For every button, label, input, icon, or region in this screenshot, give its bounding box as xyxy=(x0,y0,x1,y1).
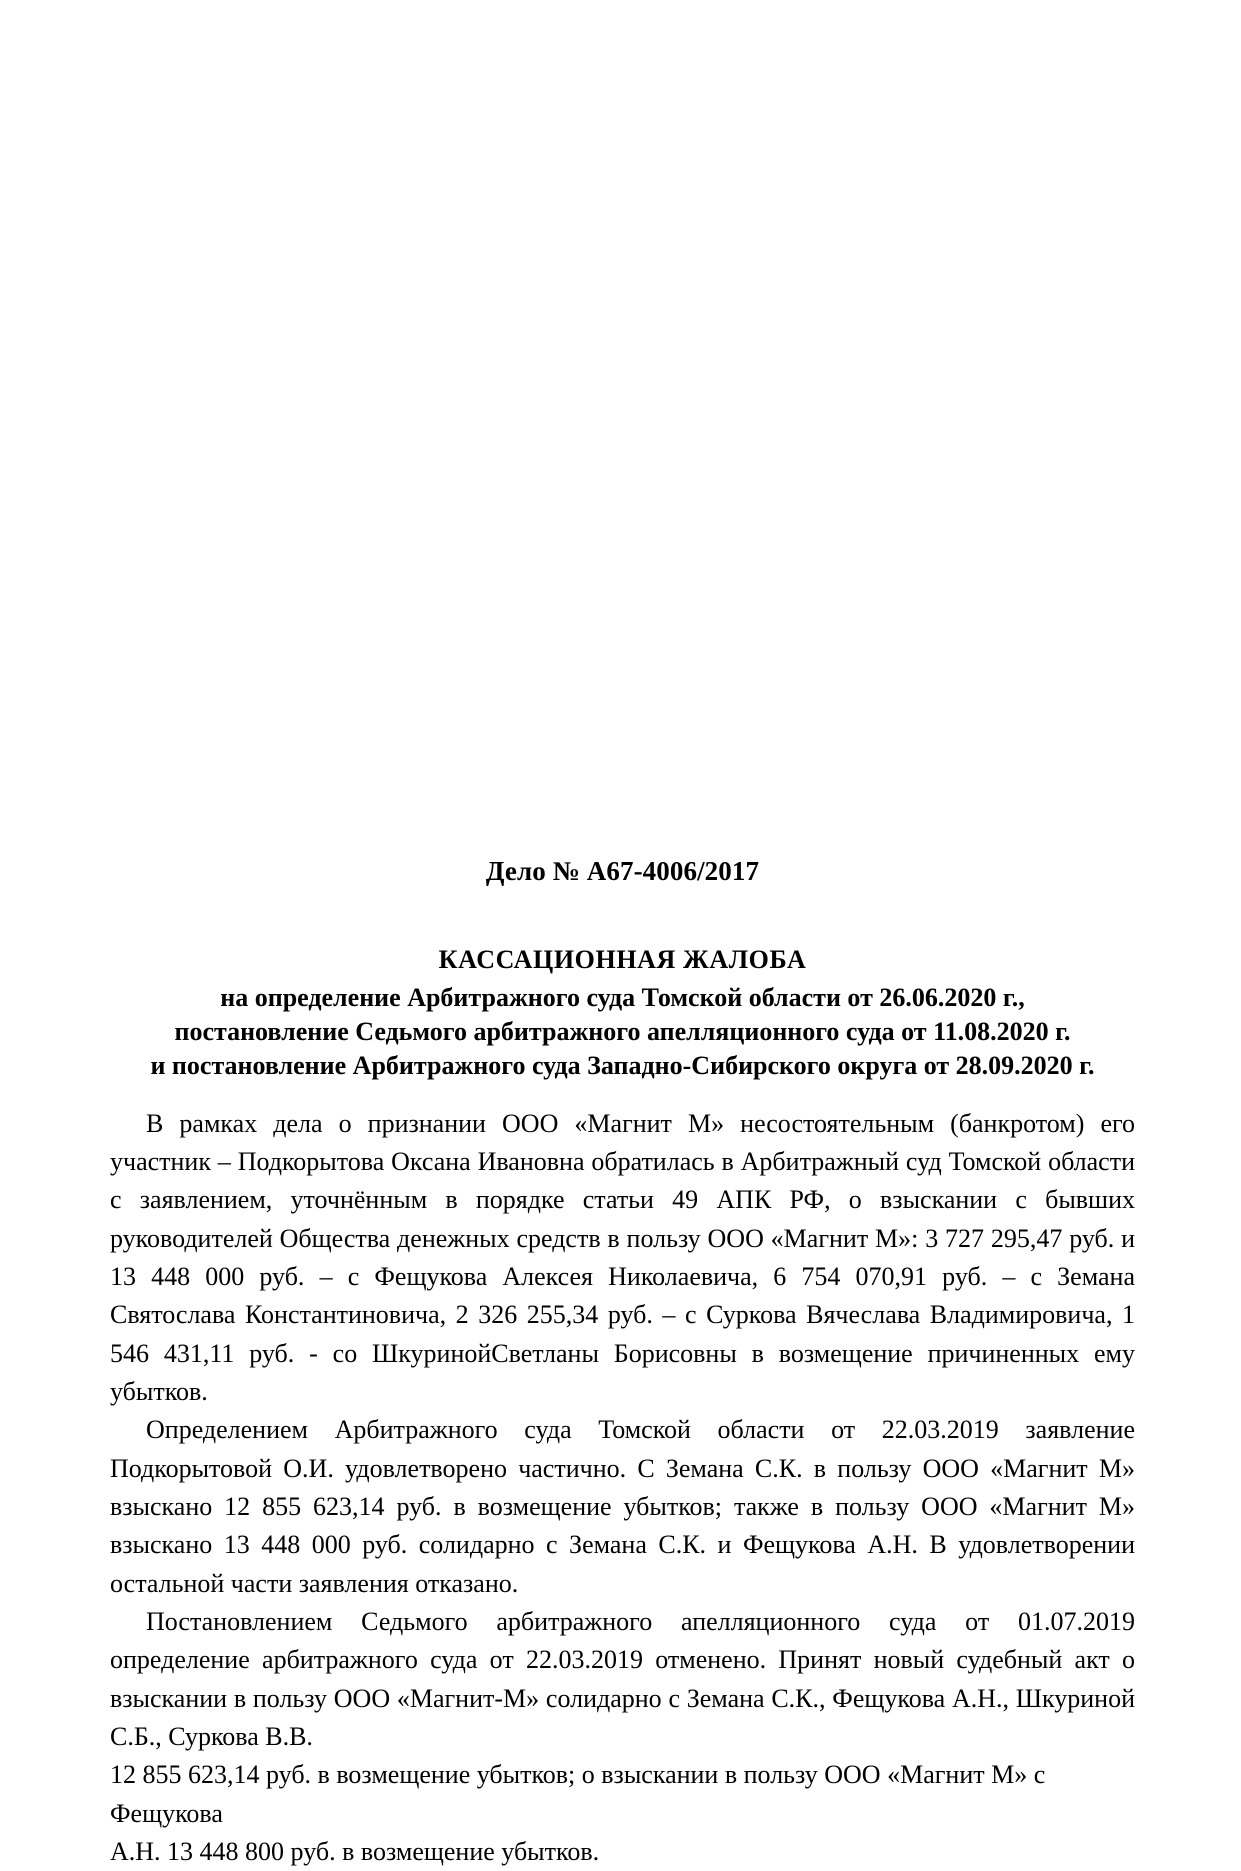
document-body xyxy=(110,1105,1135,1871)
document-title-subtitle-line-2: постановление Седьмого арбитражного апелляционного суда от 11.08.2020 г. xyxy=(174,1016,1071,1046)
document-title-heading: КАССАЦИОННАЯ ЖАЛОБА xyxy=(438,945,807,975)
body-paragraph-2: Определением Арбитражного суда Томской области от 22.03.2019 заявление Подкорытовой О.И. удовлетворено частично. С Земана С.К. в пользу ООО «Магнит М» взыскано 12 855 623,14 руб. в возмещение убытков; также в пользу ООО «Магнит М» взыскано 13 448 000 руб. солидарно с Земана С.К. и Фещукова А.Н. В удовлетворении остальной части заявления отказано. xyxy=(110,1415,1135,1598)
document-title-subtitle-line-3: и постановление Арбитражного суда Западно-Сибирского округа от 28.09.2020 г. xyxy=(150,1050,1095,1080)
body-paragraph-1: В рамках дела о признании ООО «Магнит М» несостоятельным (банкротом) его участник – Подкорытова Оксана Ивановна обратилась в Арбитражный суд Томской области с заявлением, уточнённым в порядке статьи 49 АПК РФ, о взыскании с бывших руководителей Общества денежных средств в пользу ООО «Магнит М»: 3 727 295,47 руб. и 13 448 000 руб. – с Фещукова Алексея Николаевича, 6 754 070,91 руб. – с Земана Святослава Константиновича, 2 326 255,34 руб. – с Суркова Вячеслава Владимировича, 1 546 431,11 руб. - со ШкуринойСветланы Борисовны в возмещение причиненных ему убытков. xyxy=(110,1108,1135,1406)
page-top-blank-area xyxy=(0,0,1241,855)
document-content xyxy=(110,855,1135,1871)
case-number: Дело № А67-4006/2017 xyxy=(485,856,760,886)
document-title-block xyxy=(110,943,1135,1082)
body-paragraph-3: Постановлением Седьмого арбитражного апелляционного суда от 01.07.2019 определение арбитражного суда от 22.03.2019 отменено. Принят новый судебный акт о взыскании в пользу ООО «Магнит-М» солидарно с Земана С.К., Фещукова А.Н., Шкуриной С.Б., Суркова В.В. xyxy=(110,1607,1135,1752)
body-closing-line-2: А.Н. 13 448 800 руб. в возмещение убытков. xyxy=(110,1837,600,1867)
body-closing-line-1: 12 855 623,14 руб. в возмещение убытков; о взыскании в пользу ООО «Магнит М» с Фещукова xyxy=(110,1760,1046,1828)
document-title-subtitle-line-1: на определение Арбитражного суда Томской области от 26.06.2020 г., xyxy=(220,983,1025,1013)
